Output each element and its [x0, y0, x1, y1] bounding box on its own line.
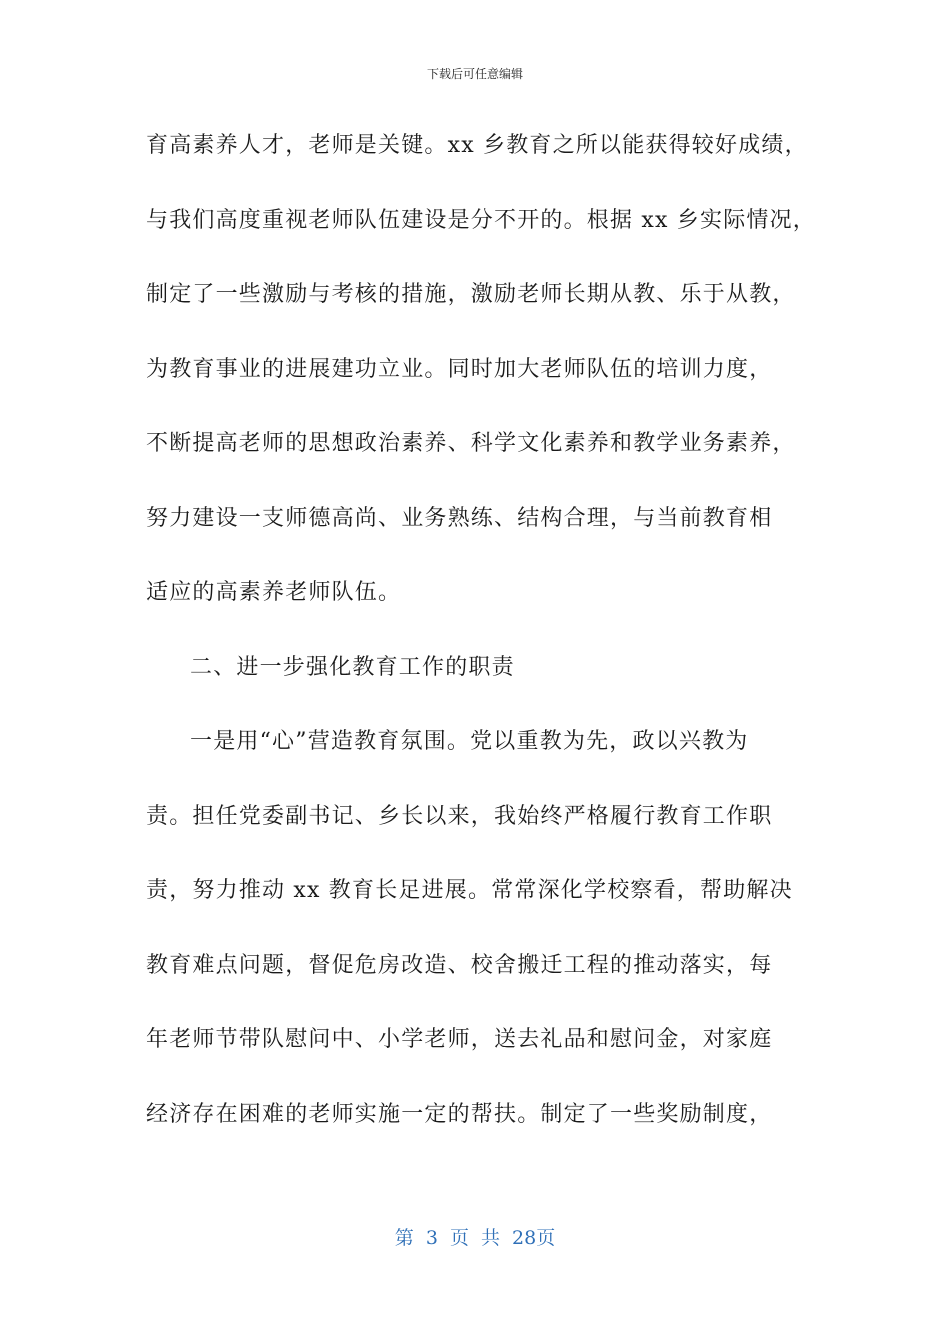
body-line: 努力建设一支师德高尚、业务熟练、结构合理，与当前教育相 [146, 505, 773, 531]
body-line: 经济存在困难的老师实施一定的帮扶。制定了一些奖励制度， [146, 1101, 773, 1127]
section-heading: 二、进一步强化教育工作的职责 [190, 654, 515, 680]
body-line: 为教育事业的进展建功立业。同时加大老师队伍的培训力度， [146, 356, 773, 382]
page-number-footer: 第 3 页 共 28页 [394, 1227, 556, 1249]
page-header: 下载后可任意编辑 [426, 67, 523, 81]
body-line: 不断提高老师的思想政治素养、科学文化素养和教学业务素养， [146, 431, 796, 456]
body-line: 一是用“心”营造教育氛围。党以重教为先，政以兴教为 [190, 729, 749, 754]
body-line: 年老师节带队慰问中、小学老师，送去礼品和慰问金，对家庭 [146, 1027, 773, 1052]
body-line: 教育难点问题，督促危房改造、校舍搬迁工程的推动落实，每 [146, 952, 773, 978]
body-line: 育高素养人才，老师是关键。xx 乡教育之所以能获得较好成绩， [146, 133, 808, 158]
document-body [146, 124, 826, 1167]
body-line: 与我们高度重视老师队伍建设是分不开的。根据 xx 乡实际情况， [146, 207, 817, 233]
body-line: 制定了一些激励与考核的措施，激励老师长期从教、乐于从教， [146, 282, 796, 307]
body-line: 适应的高素养老师队伍。 [146, 580, 402, 605]
body-line: 责，努力推动 xx 教育长足进展。常常深化学校察看，帮助解决 [146, 878, 793, 903]
body-line: 责。担任党委副书记、乡长以来，我始终严格履行教育工作职 [146, 803, 773, 829]
